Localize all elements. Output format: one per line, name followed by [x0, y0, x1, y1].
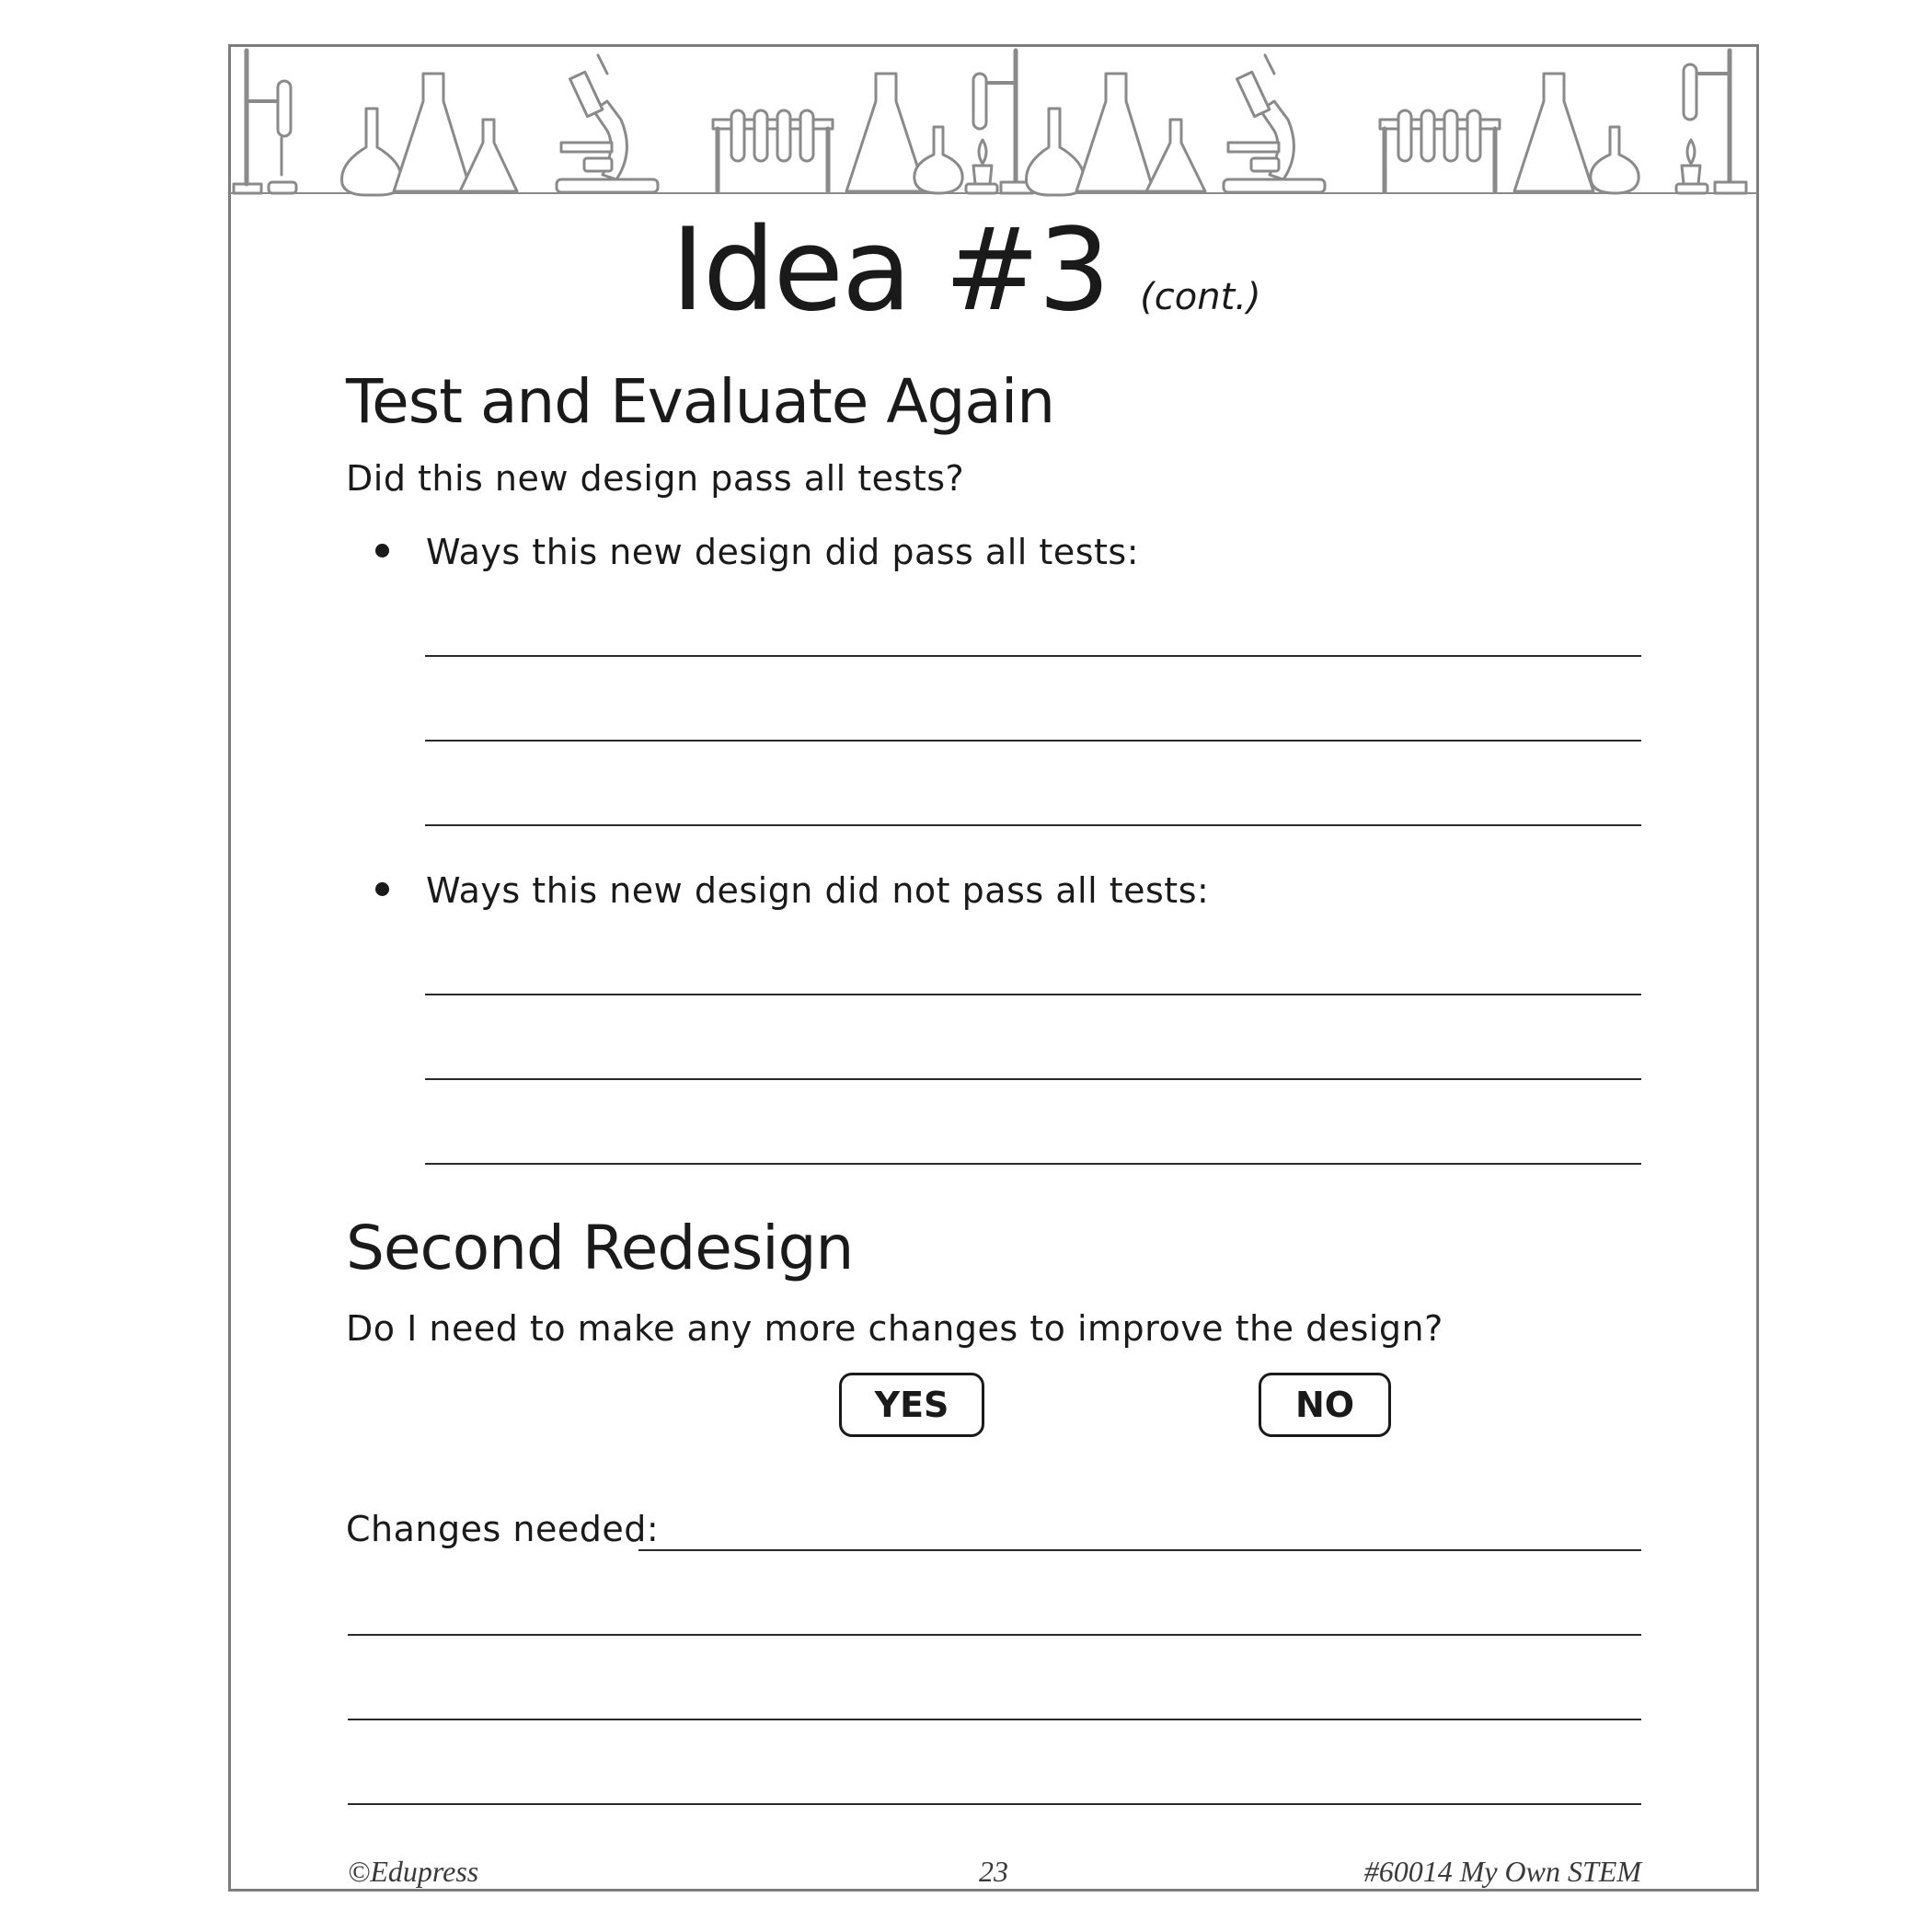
- test-tube-rack-icon: [1380, 110, 1500, 191]
- bullet-icon: [375, 544, 389, 558]
- flasks-icon: [1514, 74, 1639, 193]
- section2-question: Do I need to make any more changes to improve the design?: [346, 1308, 1443, 1349]
- answer-line-fail-1[interactable]: [425, 994, 1641, 995]
- no-option[interactable]: NO: [1259, 1373, 1391, 1437]
- bullet-pass: [375, 532, 1139, 572]
- title-main: Idea #3: [671, 204, 1110, 337]
- footer-page-number: 23: [979, 1855, 1008, 1888]
- changes-line-4[interactable]: [348, 1803, 1641, 1805]
- title-subtitle: (cont.): [1140, 276, 1261, 318]
- section-heading-second-redesign: Second Redesign: [346, 1213, 854, 1283]
- answer-line-pass-1[interactable]: [425, 655, 1641, 657]
- bullet-icon: [375, 882, 389, 896]
- page-title: [0, 204, 1932, 337]
- answer-line-pass-3[interactable]: [425, 824, 1641, 826]
- changes-needed-label: Changes needed:: [346, 1509, 660, 1549]
- flasks-icon: [846, 74, 962, 193]
- section-heading-test-evaluate: Test and Evaluate Again: [346, 366, 1055, 437]
- microscope-icon: [1224, 55, 1325, 192]
- bullet-not-pass: [375, 870, 1209, 911]
- changes-line-2[interactable]: [348, 1634, 1641, 1636]
- bullet-not-pass-label: Ways this new design did not pass all tests:: [426, 870, 1210, 911]
- ring-stand-burner-icon: [966, 51, 1032, 193]
- ring-stand-test-tube-icon: [234, 51, 296, 193]
- answer-line-pass-2[interactable]: [425, 740, 1641, 742]
- flasks-icon: [1027, 74, 1206, 195]
- section1-question: Did this new design pass all tests?: [346, 458, 965, 499]
- footer-book-title: #60014 My Own STEM: [1363, 1855, 1641, 1888]
- footer-copyright: ©Edupress: [348, 1855, 479, 1888]
- test-tube-rack-icon: [713, 110, 833, 191]
- answer-line-fail-2[interactable]: [425, 1078, 1641, 1080]
- changes-line-3[interactable]: [348, 1719, 1641, 1720]
- ring-stand-burner-icon: [1676, 51, 1746, 193]
- science-border: [230, 46, 1757, 202]
- changes-line-1[interactable]: [638, 1549, 1641, 1551]
- answer-line-fail-3[interactable]: [425, 1163, 1641, 1165]
- bullet-pass-label: Ways this new design did pass all tests:: [426, 532, 1139, 572]
- yes-option[interactable]: YES: [839, 1373, 984, 1437]
- flasks-icon: [342, 74, 517, 195]
- microscope-icon: [557, 55, 658, 192]
